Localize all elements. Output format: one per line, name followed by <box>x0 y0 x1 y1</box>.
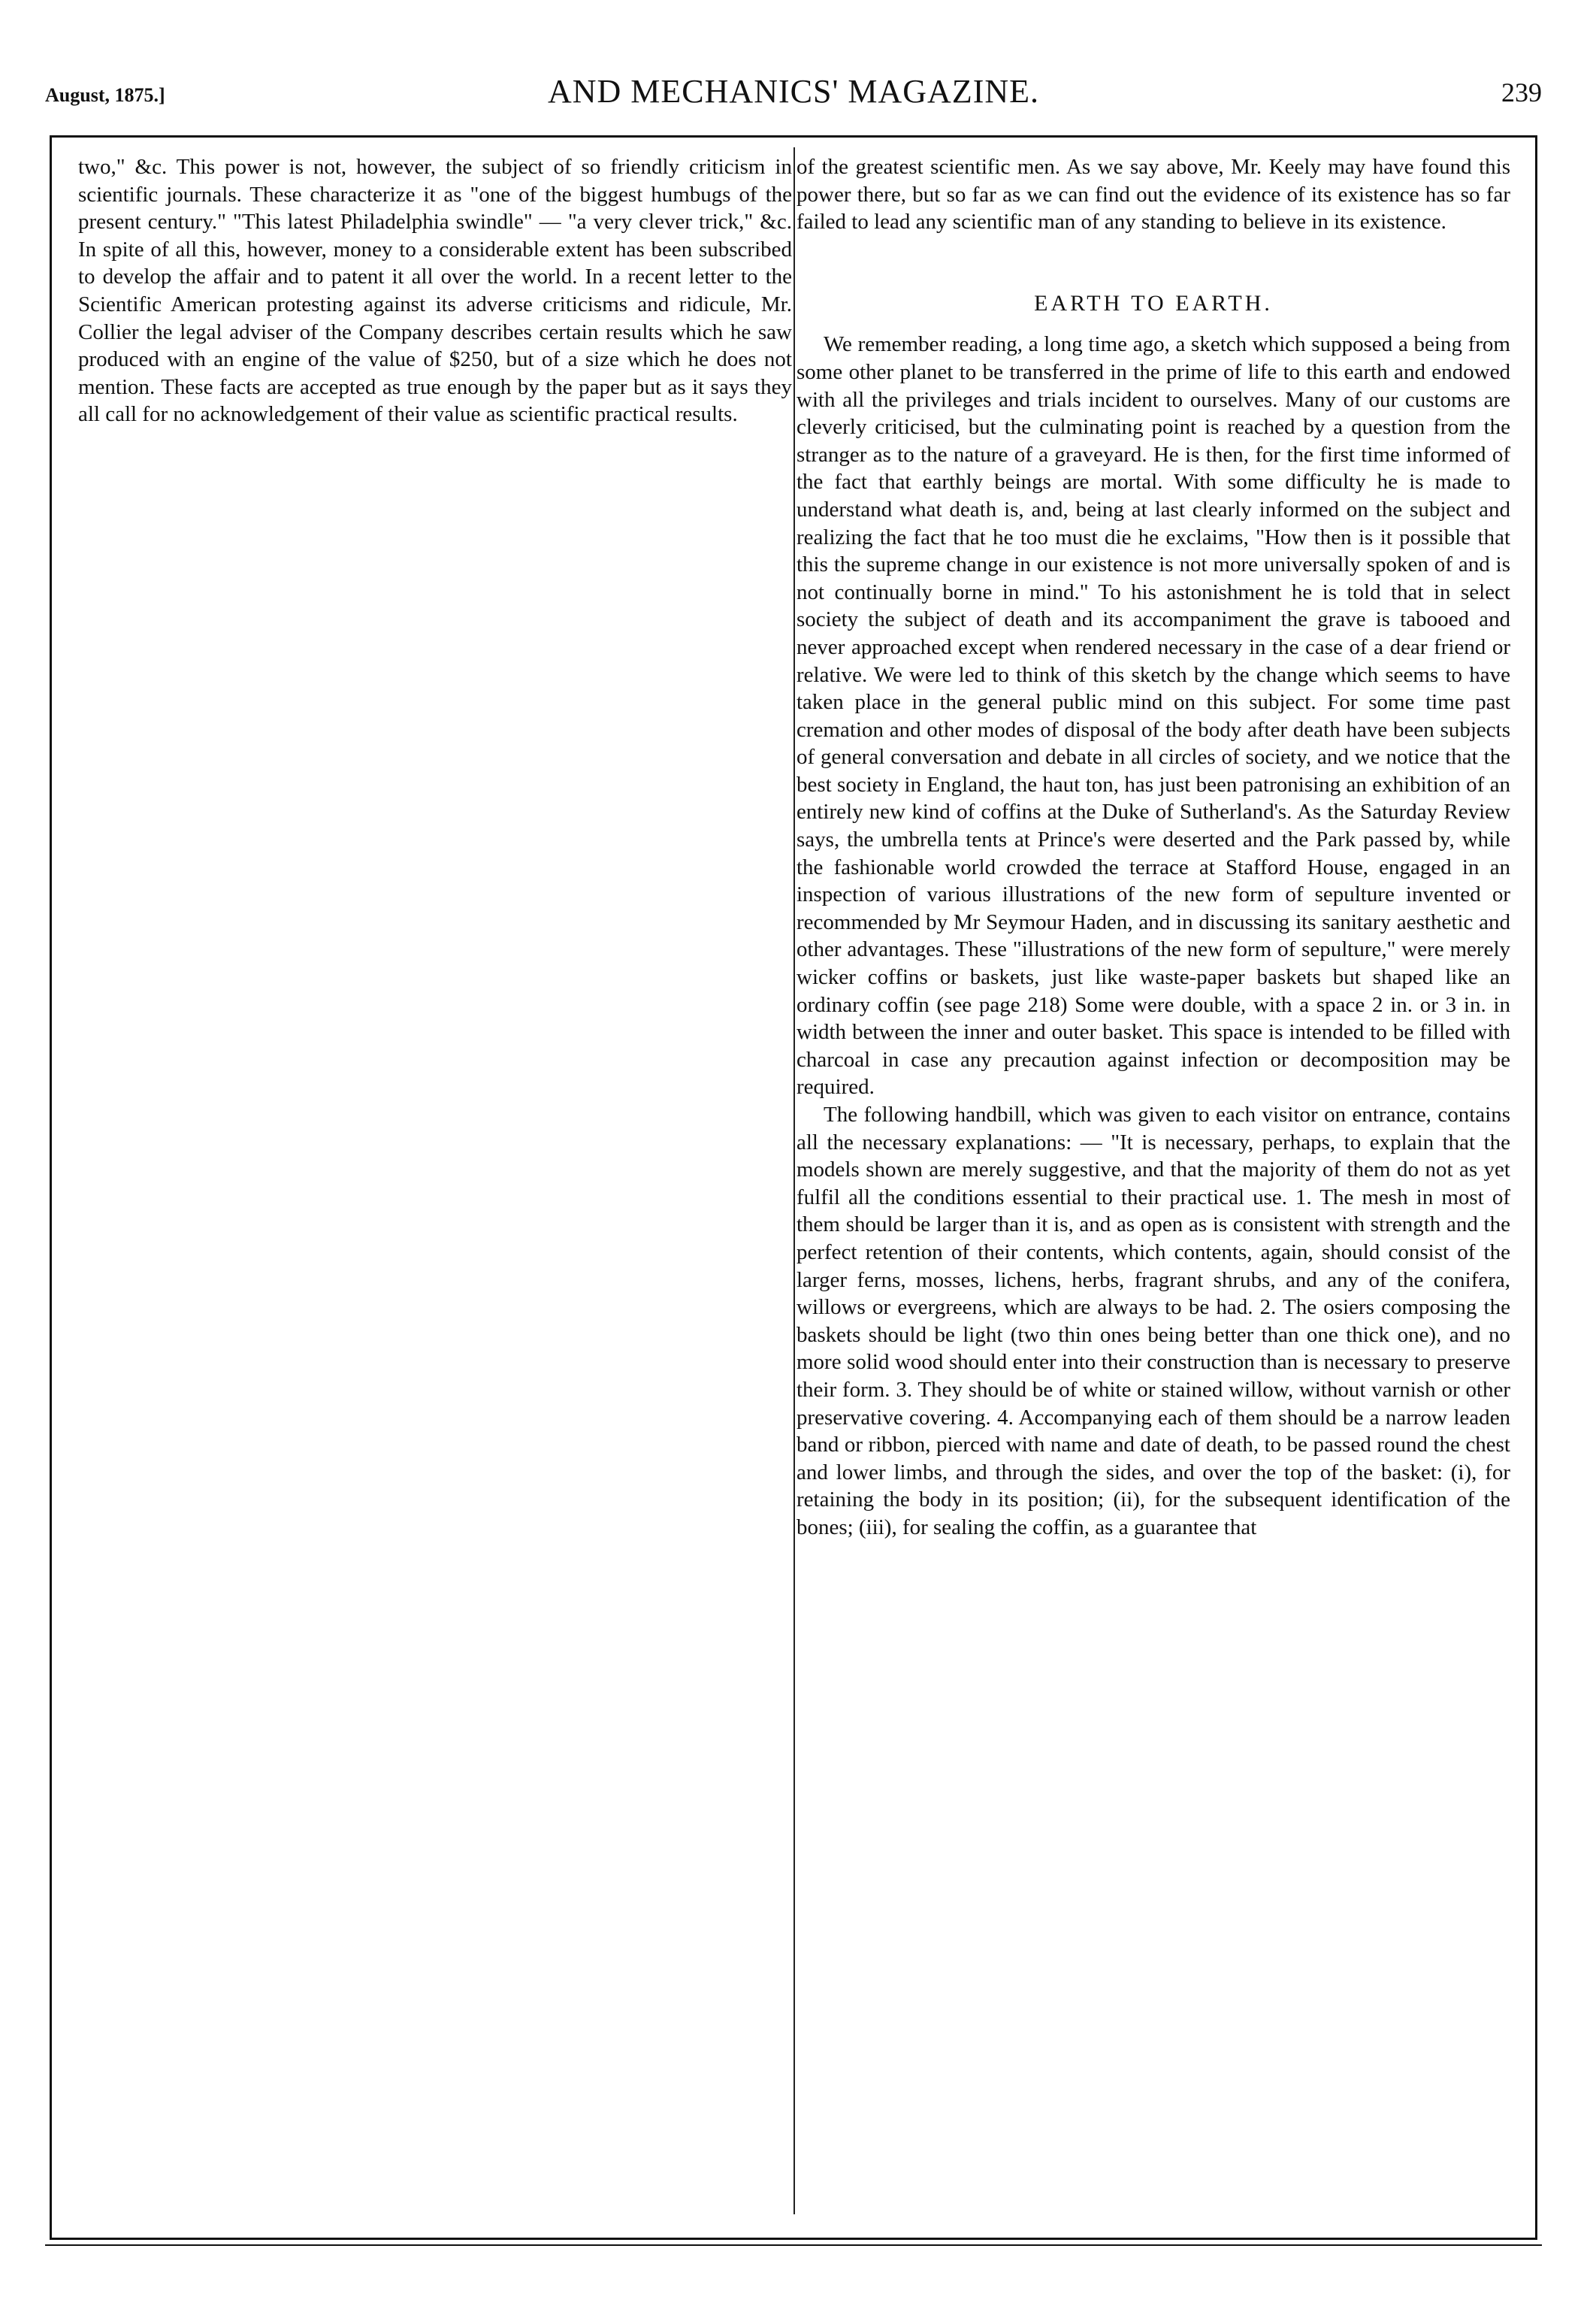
issue-date: August, 1875.] <box>45 84 165 106</box>
right-column <box>796 153 1510 1542</box>
left-paragraph: two," &c. This power is not, however, the subject of so friendly criticism in scientific journals. These characterize it as "one of the biggest humbugs of the present century." "This latest Philadelphia swindle" — "a very clever trick," &c. In spite of all this, however, money to a considerable extent has been subscribed to develop the affair and to patent it all over the world. In a recent letter to the Scientific American protesting against its adverse criticisms and ridicule, Mr. Collier the legal adviser of the Company describes certain results which he saw produced with an engine of the value of $250, but of a size which he does not mention. These facts are accepted as true enough by the paper but as it says they all call for no acknowledgement of their value as scientific practical results. <box>78 155 792 427</box>
left-column <box>78 153 792 428</box>
page-number: 239 <box>1501 77 1542 107</box>
magazine-title: AND MECHANICS' MAGAZINE. <box>547 73 1040 110</box>
bottom-rule <box>45 2244 1542 2246</box>
running-head <box>45 72 1542 117</box>
article-paragraph: We remember reading, a long time ago, a sketch which supposed a being from some other planet to be transferred in the prime of life to this earth and endowed with all the privileges and trials incident to ourselves. Many of our customs are cleverly criticised, but the culminating point is reached by a question from the stranger as to the nature of a graveyard. He is then, for the first time informed of the fact that earthly beings are mortal. With some difficulty he is made to understand what death is, and, being at last clearly informed on the subject and realizing the fact that he too must die he exclaims, "How then is it possible that this the supreme change in our existence is not more universally spoken of and is not continually borne in mind." To his astonishment he is told that in select society the subject of death and its accompaniment the grave is tabooed and never approached except when rendered necessary in the case of a dear friend or relative. We were led to think of this sketch by the change which seems to have taken place in the general public mind on this subject. For some time past cremation and other modes of disposal of the body after death have been subjects of general conversation and debate in all circles of society, and we notice that the best society in England, the haut ton, has just been patronising an exhibition of an entirely new kind of coffins at the Duke of Sutherland's. As the Saturday Review says, the umbrella tents at Prince's were deserted and the Park passed by, while the fashionable world crowded the terrace at Stafford House, engaged in an inspection of various illustrations of the new form of sepulture invented or recommended by Mr Seymour Haden, and in discussing its sanitary aesthetic and other advantages. These "illustrations of the new form of sepulture," were merely wicker coffins or baskets, just like waste-paper baskets but shaped like an ordinary coffin (see page 218) Some were double, with a space 2 in. or 3 in. in width between the inner and outer basket. This space is intended to be filled with charcoal in case any precaution against infection or decomposition may be required. <box>796 332 1510 1100</box>
section-heading: EARTH TO EARTH. <box>1034 290 1273 316</box>
column-divider <box>793 147 795 2214</box>
article-paragraph: The following handbill, which was given to each visitor on entrance, contains all the necessary explanations: — "It is necessary, perhaps, to explain that the models shown are merely suggestive, and that the majority of them do not as yet fulfil all the conditions essential to their practical use. 1. The mesh in most of them should be larger than it is, and as open as is consistent with strength and the perfect retention of their contents, which contents, again, should consist of the larger ferns, mosses, lichens, herbs, fragrant shrubs, and any of the conifera, willows or evergreens, which are always to be had. 2. The osiers composing the baskets should be light (two thin ones being better than one thick one), and no more solid wood should enter into their construction than is necessary to preserve their form. 3. They should be of white or stained willow, without varnish or other preservative covering. 4. Accompanying each of them should be a narrow leaden band or ribbon, pierced with name and date of death, to be passed round the chest and lower limbs, and through the sides, and over the top of the basket: (i), for retaining the body in its position; (ii), for the subsequent identification of the bones; (iii), for sealing the coffin, as a guarantee that <box>796 1103 1510 1539</box>
continued-paragraph: of the greatest scientific men. As we say above, Mr. Keely may have found this power there, but so far as we can find out the evidence of its existence has so far failed to lead any scientific man of any standing to believe in its existence. <box>796 155 1510 235</box>
